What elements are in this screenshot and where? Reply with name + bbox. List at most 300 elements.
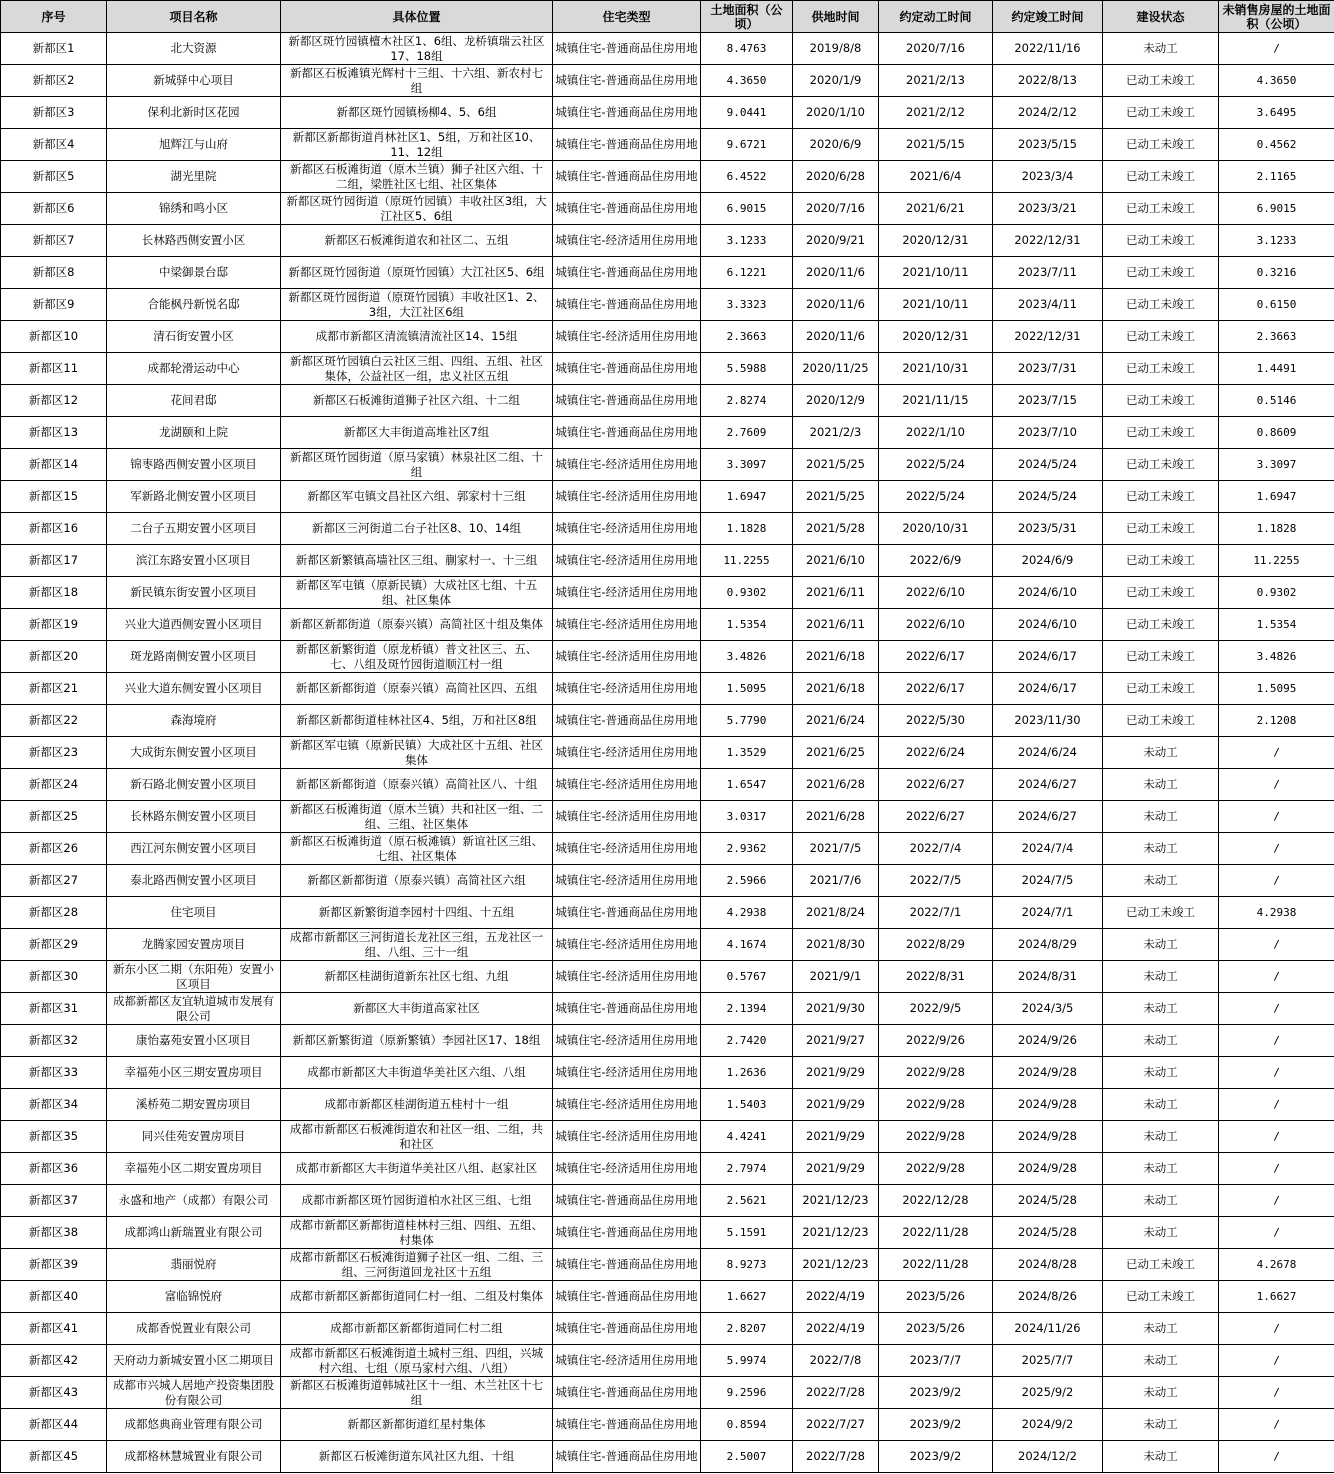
cell-land-area: 0.5767 bbox=[701, 961, 793, 993]
cell-project-name: 新城驿中心项目 bbox=[107, 65, 281, 97]
cell-completion-date: 2023/11/30 bbox=[993, 705, 1103, 737]
cell-serial: 新都区9 bbox=[1, 289, 107, 321]
cell-serial: 新都区29 bbox=[1, 929, 107, 961]
cell-housing-type: 城镇住宅-普通商品住房用地 bbox=[553, 353, 701, 385]
table-body bbox=[1, 33, 1334, 1473]
cell-supply-date: 2021/8/24 bbox=[793, 897, 879, 929]
cell-construction-status: 已动工未竣工 bbox=[1103, 481, 1219, 513]
cell-start-date: 2022/8/31 bbox=[879, 961, 993, 993]
cell-completion-date: 2024/5/24 bbox=[993, 481, 1103, 513]
cell-construction-status: 未动工 bbox=[1103, 833, 1219, 865]
cell-housing-type: 城镇住宅-经济适用住房用地 bbox=[553, 769, 701, 801]
cell-start-date: 2022/9/28 bbox=[879, 1121, 993, 1153]
cell-project-name: 成都轮滑运动中心 bbox=[107, 353, 281, 385]
table-row bbox=[1, 1249, 1334, 1281]
cell-serial: 新都区7 bbox=[1, 225, 107, 257]
cell-location: 新都区军屯镇文昌社区六组、郭家村十三组 bbox=[281, 481, 553, 513]
cell-serial: 新都区5 bbox=[1, 161, 107, 193]
cell-construction-status: 未动工 bbox=[1103, 1057, 1219, 1089]
cell-unsold-area: / bbox=[1219, 1089, 1334, 1121]
cell-start-date: 2022/7/4 bbox=[879, 833, 993, 865]
cell-serial: 新都区37 bbox=[1, 1185, 107, 1217]
table-row bbox=[1, 161, 1334, 193]
cell-housing-type: 城镇住宅-经济适用住房用地 bbox=[553, 1345, 701, 1377]
cell-location: 新都区新繁街道（原新繁镇）李园社区17、18组 bbox=[281, 1025, 553, 1057]
cell-start-date: 2022/7/5 bbox=[879, 865, 993, 897]
cell-housing-type: 城镇住宅-普通商品住房用地 bbox=[553, 129, 701, 161]
cell-project-name: 同兴佳苑安置房项目 bbox=[107, 1121, 281, 1153]
cell-unsold-area: 0.8609 bbox=[1219, 417, 1334, 449]
cell-unsold-area: 6.9015 bbox=[1219, 193, 1334, 225]
cell-completion-date: 2024/3/5 bbox=[993, 993, 1103, 1025]
cell-unsold-area: 1.1828 bbox=[1219, 513, 1334, 545]
cell-housing-type: 城镇住宅-经济适用住房用地 bbox=[553, 801, 701, 833]
cell-project-name: 新东小区二期（东阳苑）安置小区项目 bbox=[107, 961, 281, 993]
header-project-name: 项目名称 bbox=[107, 1, 281, 33]
cell-start-date: 2023/9/2 bbox=[879, 1409, 993, 1441]
cell-serial: 新都区31 bbox=[1, 993, 107, 1025]
cell-construction-status: 未动工 bbox=[1103, 1345, 1219, 1377]
cell-location: 新都区石板滩街道（原木兰镇）狮子社区六组、十二组，梁胜社区七组、社区集体 bbox=[281, 161, 553, 193]
cell-housing-type: 城镇住宅-普通商品住房用地 bbox=[553, 97, 701, 129]
cell-supply-date: 2020/1/10 bbox=[793, 97, 879, 129]
cell-supply-date: 2021/6/18 bbox=[793, 673, 879, 705]
cell-supply-date: 2021/7/6 bbox=[793, 865, 879, 897]
cell-construction-status: 已动工未竣工 bbox=[1103, 161, 1219, 193]
cell-unsold-area: / bbox=[1219, 737, 1334, 769]
cell-land-area: 8.4763 bbox=[701, 33, 793, 65]
header-supply-date: 供地时间 bbox=[793, 1, 879, 33]
table-row bbox=[1, 417, 1334, 449]
header-housing-type: 住宅类型 bbox=[553, 1, 701, 33]
cell-unsold-area: 1.5095 bbox=[1219, 673, 1334, 705]
cell-housing-type: 城镇住宅-普通商品住房用地 bbox=[553, 1249, 701, 1281]
cell-housing-type: 城镇住宅-普通商品住房用地 bbox=[553, 193, 701, 225]
cell-project-name: 二台子五期安置小区项目 bbox=[107, 513, 281, 545]
table-row bbox=[1, 225, 1334, 257]
cell-construction-status: 未动工 bbox=[1103, 1025, 1219, 1057]
cell-housing-type: 城镇住宅-普通商品住房用地 bbox=[553, 1441, 701, 1473]
cell-unsold-area: 0.3216 bbox=[1219, 257, 1334, 289]
cell-serial: 新都区30 bbox=[1, 961, 107, 993]
cell-start-date: 2023/9/2 bbox=[879, 1441, 993, 1473]
cell-supply-date: 2021/9/29 bbox=[793, 1153, 879, 1185]
cell-start-date: 2022/9/28 bbox=[879, 1089, 993, 1121]
cell-construction-status: 已动工未竣工 bbox=[1103, 513, 1219, 545]
cell-construction-status: 未动工 bbox=[1103, 1185, 1219, 1217]
cell-project-name: 森海境府 bbox=[107, 705, 281, 737]
table-row bbox=[1, 1217, 1334, 1249]
cell-construction-status: 未动工 bbox=[1103, 1313, 1219, 1345]
cell-housing-type: 城镇住宅-经济适用住房用地 bbox=[553, 929, 701, 961]
cell-completion-date: 2024/2/12 bbox=[993, 97, 1103, 129]
cell-project-name: 幸福苑小区二期安置房项目 bbox=[107, 1153, 281, 1185]
cell-location: 成都市新都区石板滩街道土城村三组、四组，兴城村六组、七组（原马家村六组、八组） bbox=[281, 1345, 553, 1377]
cell-serial: 新都区18 bbox=[1, 577, 107, 609]
cell-land-area: 3.1233 bbox=[701, 225, 793, 257]
cell-location: 新都区新都街道桂林社区4、5组，万和社区8组 bbox=[281, 705, 553, 737]
cell-start-date: 2020/10/31 bbox=[879, 513, 993, 545]
cell-land-area: 2.8207 bbox=[701, 1313, 793, 1345]
cell-supply-date: 2021/9/29 bbox=[793, 1057, 879, 1089]
cell-unsold-area: / bbox=[1219, 769, 1334, 801]
cell-supply-date: 2021/6/25 bbox=[793, 737, 879, 769]
cell-land-area: 1.2636 bbox=[701, 1057, 793, 1089]
cell-supply-date: 2019/8/8 bbox=[793, 33, 879, 65]
cell-supply-date: 2021/9/29 bbox=[793, 1121, 879, 1153]
cell-completion-date: 2023/5/31 bbox=[993, 513, 1103, 545]
cell-housing-type: 城镇住宅-普通商品住房用地 bbox=[553, 417, 701, 449]
cell-land-area: 1.5354 bbox=[701, 609, 793, 641]
cell-housing-type: 城镇住宅-经济适用住房用地 bbox=[553, 513, 701, 545]
cell-project-name: 清石街安置小区 bbox=[107, 321, 281, 353]
cell-completion-date: 2024/5/24 bbox=[993, 449, 1103, 481]
cell-unsold-area: 1.6627 bbox=[1219, 1281, 1334, 1313]
cell-land-area: 3.3323 bbox=[701, 289, 793, 321]
table-row bbox=[1, 833, 1334, 865]
cell-start-date: 2022/12/28 bbox=[879, 1185, 993, 1217]
cell-land-area: 2.9362 bbox=[701, 833, 793, 865]
cell-housing-type: 城镇住宅-经济适用住房用地 bbox=[553, 1057, 701, 1089]
cell-location: 新都区三河街道二台子社区8、10、14组 bbox=[281, 513, 553, 545]
cell-project-name: 富临锦悦府 bbox=[107, 1281, 281, 1313]
cell-serial: 新都区36 bbox=[1, 1153, 107, 1185]
cell-start-date: 2022/6/27 bbox=[879, 769, 993, 801]
cell-serial: 新都区43 bbox=[1, 1377, 107, 1409]
cell-housing-type: 城镇住宅-经济适用住房用地 bbox=[553, 1121, 701, 1153]
cell-unsold-area: / bbox=[1219, 1185, 1334, 1217]
cell-location: 新都区新繁街道（原龙桥镇）普文社区三、五、七、八组及斑竹园街道顺江村一组 bbox=[281, 641, 553, 673]
cell-start-date: 2022/6/24 bbox=[879, 737, 993, 769]
cell-housing-type: 城镇住宅-经济适用住房用地 bbox=[553, 673, 701, 705]
cell-supply-date: 2021/6/28 bbox=[793, 801, 879, 833]
table-row bbox=[1, 929, 1334, 961]
cell-housing-type: 城镇住宅-经济适用住房用地 bbox=[553, 737, 701, 769]
cell-unsold-area: 2.1208 bbox=[1219, 705, 1334, 737]
cell-construction-status: 已动工未竣工 bbox=[1103, 97, 1219, 129]
cell-location: 新都区斑竹园街道（原马家镇）林泉社区二组、十组 bbox=[281, 449, 553, 481]
cell-completion-date: 2024/9/28 bbox=[993, 1057, 1103, 1089]
cell-housing-type: 城镇住宅-普通商品住房用地 bbox=[553, 1377, 701, 1409]
cell-completion-date: 2024/5/28 bbox=[993, 1185, 1103, 1217]
cell-construction-status: 未动工 bbox=[1103, 1217, 1219, 1249]
cell-land-area: 5.7790 bbox=[701, 705, 793, 737]
cell-construction-status: 已动工未竣工 bbox=[1103, 65, 1219, 97]
cell-supply-date: 2020/12/9 bbox=[793, 385, 879, 417]
cell-completion-date: 2024/12/2 bbox=[993, 1441, 1103, 1473]
cell-unsold-area: 0.5146 bbox=[1219, 385, 1334, 417]
cell-start-date: 2022/6/27 bbox=[879, 801, 993, 833]
cell-housing-type: 城镇住宅-普通商品住房用地 bbox=[553, 1281, 701, 1313]
cell-start-date: 2022/6/17 bbox=[879, 673, 993, 705]
cell-completion-date: 2023/7/11 bbox=[993, 257, 1103, 289]
cell-serial: 新都区13 bbox=[1, 417, 107, 449]
cell-location: 成都市新都区三河街道长龙社区三组，五龙社区一组、八组、三十一组 bbox=[281, 929, 553, 961]
cell-supply-date: 2021/6/28 bbox=[793, 769, 879, 801]
cell-location: 成都市新都区石板滩街道农和社区一组、二组，共和社区 bbox=[281, 1121, 553, 1153]
cell-land-area: 3.4826 bbox=[701, 641, 793, 673]
cell-serial: 新都区11 bbox=[1, 353, 107, 385]
cell-completion-date: 2024/8/31 bbox=[993, 961, 1103, 993]
cell-project-name: 大成街东侧安置小区项目 bbox=[107, 737, 281, 769]
header-land-area: 土地面积（公顷） bbox=[701, 1, 793, 33]
table-row bbox=[1, 705, 1334, 737]
cell-land-area: 5.9974 bbox=[701, 1345, 793, 1377]
cell-project-name: 成都格林慧城置业有限公司 bbox=[107, 1441, 281, 1473]
cell-construction-status: 未动工 bbox=[1103, 1121, 1219, 1153]
cell-unsold-area: 11.2255 bbox=[1219, 545, 1334, 577]
cell-construction-status: 已动工未竣工 bbox=[1103, 321, 1219, 353]
cell-serial: 新都区15 bbox=[1, 481, 107, 513]
cell-land-area: 2.7974 bbox=[701, 1153, 793, 1185]
cell-serial: 新都区32 bbox=[1, 1025, 107, 1057]
cell-start-date: 2020/12/31 bbox=[879, 321, 993, 353]
cell-serial: 新都区42 bbox=[1, 1345, 107, 1377]
cell-location: 新都区大丰街道高堆社区7组 bbox=[281, 417, 553, 449]
cell-start-date: 2022/6/17 bbox=[879, 641, 993, 673]
cell-land-area: 2.7420 bbox=[701, 1025, 793, 1057]
table-row bbox=[1, 97, 1334, 129]
cell-housing-type: 城镇住宅-经济适用住房用地 bbox=[553, 1025, 701, 1057]
header-start-date: 约定动工时间 bbox=[879, 1, 993, 33]
table-row bbox=[1, 1121, 1334, 1153]
cell-project-name: 成都香悦置业有限公司 bbox=[107, 1313, 281, 1345]
cell-location: 新都区斑竹园镇白云社区三组、四组、五组、社区集体，公益社区一组，忠义社区五组 bbox=[281, 353, 553, 385]
cell-construction-status: 已动工未竣工 bbox=[1103, 545, 1219, 577]
cell-start-date: 2022/9/5 bbox=[879, 993, 993, 1025]
cell-serial: 新都区41 bbox=[1, 1313, 107, 1345]
cell-project-name: 住宅项目 bbox=[107, 897, 281, 929]
cell-housing-type: 城镇住宅-经济适用住房用地 bbox=[553, 865, 701, 897]
cell-unsold-area: 3.4826 bbox=[1219, 641, 1334, 673]
cell-location: 新都区新繁镇高墙社区三组、蒯家村一、十三组 bbox=[281, 545, 553, 577]
cell-start-date: 2023/5/26 bbox=[879, 1313, 993, 1345]
cell-construction-status: 已动工未竣工 bbox=[1103, 257, 1219, 289]
table-row bbox=[1, 993, 1334, 1025]
cell-construction-status: 未动工 bbox=[1103, 929, 1219, 961]
cell-construction-status: 未动工 bbox=[1103, 801, 1219, 833]
cell-project-name: 花间君邸 bbox=[107, 385, 281, 417]
table-row bbox=[1, 961, 1334, 993]
cell-serial: 新都区39 bbox=[1, 1249, 107, 1281]
cell-start-date: 2022/11/28 bbox=[879, 1249, 993, 1281]
cell-start-date: 2023/7/7 bbox=[879, 1345, 993, 1377]
cell-construction-status: 未动工 bbox=[1103, 1089, 1219, 1121]
table-row bbox=[1, 449, 1334, 481]
cell-supply-date: 2021/12/23 bbox=[793, 1217, 879, 1249]
cell-serial: 新都区33 bbox=[1, 1057, 107, 1089]
cell-project-name: 成都市兴城人居地产投资集团股份有限公司 bbox=[107, 1377, 281, 1409]
cell-serial: 新都区6 bbox=[1, 193, 107, 225]
table-row bbox=[1, 769, 1334, 801]
cell-construction-status: 已动工未竣工 bbox=[1103, 129, 1219, 161]
cell-housing-type: 城镇住宅-经济适用住房用地 bbox=[553, 1089, 701, 1121]
cell-supply-date: 2020/6/28 bbox=[793, 161, 879, 193]
cell-construction-status: 已动工未竣工 bbox=[1103, 385, 1219, 417]
cell-location: 新都区斑竹园街道（原斑竹园镇）丰收社区3组，大江社区5、6组 bbox=[281, 193, 553, 225]
cell-unsold-area: / bbox=[1219, 1313, 1334, 1345]
cell-land-area: 2.3663 bbox=[701, 321, 793, 353]
cell-location: 新都区新都街道（原泰兴镇）高简社区十组及集体 bbox=[281, 609, 553, 641]
cell-completion-date: 2023/5/15 bbox=[993, 129, 1103, 161]
cell-unsold-area: 3.6495 bbox=[1219, 97, 1334, 129]
cell-unsold-area: 0.4562 bbox=[1219, 129, 1334, 161]
cell-location: 成都市新都区新都街道同仁村一组、二组及村集体 bbox=[281, 1281, 553, 1313]
cell-supply-date: 2020/11/6 bbox=[793, 321, 879, 353]
cell-supply-date: 2022/7/8 bbox=[793, 1345, 879, 1377]
cell-start-date: 2021/2/12 bbox=[879, 97, 993, 129]
cell-project-name: 成都新都区友宜轨道城市发展有限公司 bbox=[107, 993, 281, 1025]
table-row bbox=[1, 641, 1334, 673]
cell-housing-type: 城镇住宅-普通商品住房用地 bbox=[553, 705, 701, 737]
cell-project-name: 新民镇东街安置小区项目 bbox=[107, 577, 281, 609]
cell-start-date: 2022/9/26 bbox=[879, 1025, 993, 1057]
cell-start-date: 2021/6/21 bbox=[879, 193, 993, 225]
cell-completion-date: 2023/7/31 bbox=[993, 353, 1103, 385]
cell-housing-type: 城镇住宅-经济适用住房用地 bbox=[553, 545, 701, 577]
cell-unsold-area: / bbox=[1219, 1153, 1334, 1185]
table-row bbox=[1, 1441, 1334, 1473]
cell-completion-date: 2023/3/4 bbox=[993, 161, 1103, 193]
cell-unsold-area: 3.3097 bbox=[1219, 449, 1334, 481]
cell-serial: 新都区45 bbox=[1, 1441, 107, 1473]
cell-location: 新都区石板滩街道韩城社区十一组、木兰社区十七组 bbox=[281, 1377, 553, 1409]
cell-unsold-area: / bbox=[1219, 1217, 1334, 1249]
cell-construction-status: 已动工未竣工 bbox=[1103, 705, 1219, 737]
cell-location: 新都区石板滩街道（原木兰镇）共和社区一组、二组、三组、社区集体 bbox=[281, 801, 553, 833]
cell-unsold-area: / bbox=[1219, 1409, 1334, 1441]
cell-serial: 新都区28 bbox=[1, 897, 107, 929]
table-row bbox=[1, 385, 1334, 417]
cell-project-name: 中梁御景台邸 bbox=[107, 257, 281, 289]
cell-unsold-area: / bbox=[1219, 961, 1334, 993]
cell-unsold-area: / bbox=[1219, 1025, 1334, 1057]
cell-housing-type: 城镇住宅-普通商品住房用地 bbox=[553, 65, 701, 97]
cell-location: 新都区新都街道（原泰兴镇）高简社区八、十组 bbox=[281, 769, 553, 801]
cell-housing-type: 城镇住宅-经济适用住房用地 bbox=[553, 1153, 701, 1185]
cell-housing-type: 城镇住宅-普通商品住房用地 bbox=[553, 385, 701, 417]
cell-project-name: 幸福苑小区三期安置房项目 bbox=[107, 1057, 281, 1089]
cell-project-name: 保利北新时区花园 bbox=[107, 97, 281, 129]
cell-project-name: 新石路北侧安置小区项目 bbox=[107, 769, 281, 801]
cell-serial: 新都区38 bbox=[1, 1217, 107, 1249]
cell-unsold-area: / bbox=[1219, 33, 1334, 65]
cell-supply-date: 2020/6/9 bbox=[793, 129, 879, 161]
cell-land-area: 1.1828 bbox=[701, 513, 793, 545]
cell-completion-date: 2024/9/28 bbox=[993, 1089, 1103, 1121]
cell-completion-date: 2024/7/4 bbox=[993, 833, 1103, 865]
cell-completion-date: 2023/3/21 bbox=[993, 193, 1103, 225]
cell-housing-type: 城镇住宅-经济适用住房用地 bbox=[553, 641, 701, 673]
cell-location: 成都市新都区大丰街道华美社区六组、八组 bbox=[281, 1057, 553, 1089]
cell-start-date: 2021/10/31 bbox=[879, 353, 993, 385]
cell-unsold-area: 4.2938 bbox=[1219, 897, 1334, 929]
cell-supply-date: 2021/7/5 bbox=[793, 833, 879, 865]
cell-supply-date: 2020/1/9 bbox=[793, 65, 879, 97]
cell-completion-date: 2022/8/13 bbox=[993, 65, 1103, 97]
cell-completion-date: 2024/5/28 bbox=[993, 1217, 1103, 1249]
table-row bbox=[1, 321, 1334, 353]
table-row bbox=[1, 545, 1334, 577]
cell-supply-date: 2021/2/3 bbox=[793, 417, 879, 449]
table-row bbox=[1, 865, 1334, 897]
cell-supply-date: 2021/8/30 bbox=[793, 929, 879, 961]
cell-project-name: 康怡嘉苑安置小区项目 bbox=[107, 1025, 281, 1057]
table-row bbox=[1, 897, 1334, 929]
cell-unsold-area: / bbox=[1219, 993, 1334, 1025]
cell-start-date: 2022/11/28 bbox=[879, 1217, 993, 1249]
cell-unsold-area: 1.4491 bbox=[1219, 353, 1334, 385]
cell-start-date: 2022/5/24 bbox=[879, 449, 993, 481]
cell-location: 新都区新都街道（原泰兴镇）高简社区六组 bbox=[281, 865, 553, 897]
cell-location: 新都区石板滩街道农和社区二、五组 bbox=[281, 225, 553, 257]
cell-completion-date: 2025/7/7 bbox=[993, 1345, 1103, 1377]
cell-serial: 新都区20 bbox=[1, 641, 107, 673]
cell-land-area: 1.6547 bbox=[701, 769, 793, 801]
cell-land-area: 2.8274 bbox=[701, 385, 793, 417]
cell-construction-status: 已动工未竣工 bbox=[1103, 609, 1219, 641]
cell-completion-date: 2024/9/26 bbox=[993, 1025, 1103, 1057]
cell-start-date: 2022/1/10 bbox=[879, 417, 993, 449]
cell-completion-date: 2024/6/9 bbox=[993, 545, 1103, 577]
cell-land-area: 3.3097 bbox=[701, 449, 793, 481]
cell-start-date: 2021/10/11 bbox=[879, 289, 993, 321]
table-row bbox=[1, 193, 1334, 225]
cell-completion-date: 2022/12/31 bbox=[993, 225, 1103, 257]
cell-location: 新都区新都街道肖林社区1、5组，万和社区10、11、12组 bbox=[281, 129, 553, 161]
cell-housing-type: 城镇住宅-经济适用住房用地 bbox=[553, 961, 701, 993]
cell-serial: 新都区19 bbox=[1, 609, 107, 641]
cell-supply-date: 2021/5/25 bbox=[793, 481, 879, 513]
header-construction-status: 建设状态 bbox=[1103, 1, 1219, 33]
cell-supply-date: 2022/7/28 bbox=[793, 1377, 879, 1409]
cell-start-date: 2022/6/9 bbox=[879, 545, 993, 577]
cell-land-area: 1.6627 bbox=[701, 1281, 793, 1313]
cell-land-area: 11.2255 bbox=[701, 545, 793, 577]
cell-land-area: 1.5403 bbox=[701, 1089, 793, 1121]
cell-serial: 新都区35 bbox=[1, 1121, 107, 1153]
header-row bbox=[1, 1, 1334, 33]
cell-serial: 新都区26 bbox=[1, 833, 107, 865]
cell-construction-status: 已动工未竣工 bbox=[1103, 897, 1219, 929]
cell-serial: 新都区12 bbox=[1, 385, 107, 417]
cell-project-name: 兴业大道西侧安置小区项目 bbox=[107, 609, 281, 641]
cell-project-name: 西江河东侧安置小区项目 bbox=[107, 833, 281, 865]
cell-construction-status: 已动工未竣工 bbox=[1103, 577, 1219, 609]
table-row bbox=[1, 1313, 1334, 1345]
cell-housing-type: 城镇住宅-经济适用住房用地 bbox=[553, 449, 701, 481]
cell-unsold-area: / bbox=[1219, 1057, 1334, 1089]
cell-start-date: 2022/9/28 bbox=[879, 1153, 993, 1185]
cell-supply-date: 2021/5/28 bbox=[793, 513, 879, 545]
cell-construction-status: 未动工 bbox=[1103, 737, 1219, 769]
cell-start-date: 2021/6/4 bbox=[879, 161, 993, 193]
cell-supply-date: 2021/6/11 bbox=[793, 577, 879, 609]
cell-supply-date: 2021/12/23 bbox=[793, 1185, 879, 1217]
cell-completion-date: 2024/9/28 bbox=[993, 1153, 1103, 1185]
cell-land-area: 4.4241 bbox=[701, 1121, 793, 1153]
cell-construction-status: 已动工未竣工 bbox=[1103, 1249, 1219, 1281]
cell-unsold-area: 0.9302 bbox=[1219, 577, 1334, 609]
cell-land-area: 2.5621 bbox=[701, 1185, 793, 1217]
cell-unsold-area: 4.2678 bbox=[1219, 1249, 1334, 1281]
cell-completion-date: 2025/9/2 bbox=[993, 1377, 1103, 1409]
cell-location: 成都市新都区清流镇清流社区14、15组 bbox=[281, 321, 553, 353]
cell-completion-date: 2024/8/29 bbox=[993, 929, 1103, 961]
cell-completion-date: 2022/12/31 bbox=[993, 321, 1103, 353]
cell-location: 新都区新都街道（原泰兴镇）高简社区四、五组 bbox=[281, 673, 553, 705]
cell-project-name: 斑龙路南侧安置小区项目 bbox=[107, 641, 281, 673]
